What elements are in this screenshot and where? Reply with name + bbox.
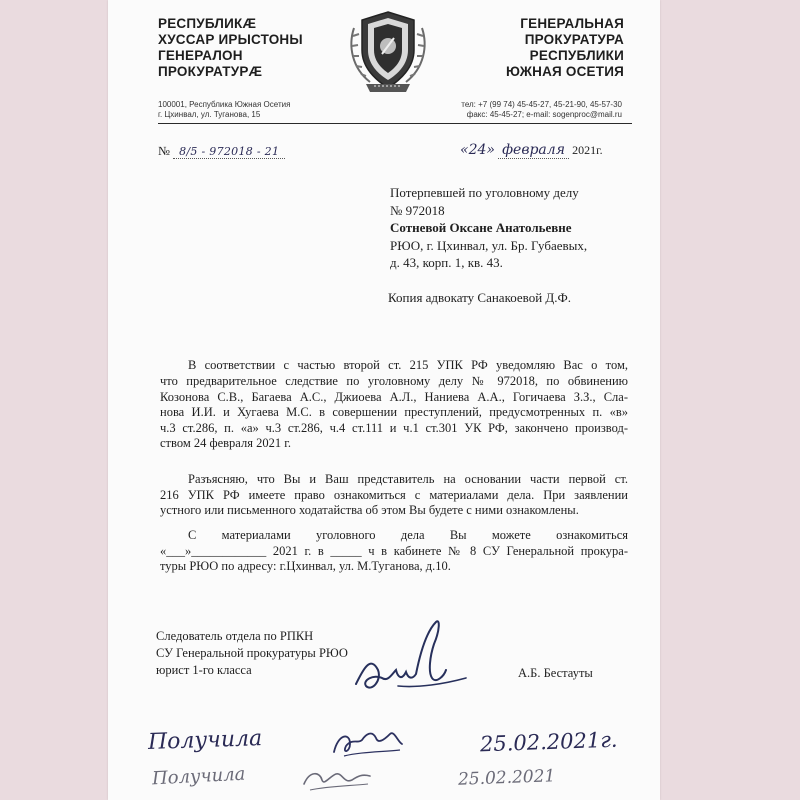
body-line: Разъясняю, что Вы и Ваш представитель на основании части первой ст. bbox=[188, 472, 628, 486]
addressee-line: № 972018 bbox=[390, 202, 445, 218]
header-divider bbox=[158, 123, 632, 124]
header-right-line: ГЕНЕРАЛЬНАЯ bbox=[520, 16, 624, 31]
address-line: 100001, Республика Южная Осетия bbox=[158, 100, 291, 109]
date-month: февраля bbox=[498, 142, 569, 159]
body-line: ч.3 ст.286, п. «а» ч.3 ст.286, ч.4 ст.111 и ч.1 ст.301 УК РФ, закончено производ- bbox=[160, 420, 628, 435]
handwritten-date-2: 25.02.2021 bbox=[457, 766, 556, 790]
body-line: В соответствии с частью второй ст. 215 УПК РФ уведомляю Вас о том, bbox=[188, 358, 628, 372]
body-paragraph-3 bbox=[160, 528, 628, 575]
body-line: что предварительное следствие по уголовному делу № 972018, по обвинению bbox=[160, 374, 628, 388]
body-paragraph-2 bbox=[160, 472, 628, 519]
document-number bbox=[158, 144, 285, 159]
body-line: Козонова С.В., Багаева А.С., Джиоева А.Л., Наниева А.А., Гогичаева З.З., Сла- bbox=[160, 389, 628, 404]
signature-mark bbox=[348, 614, 478, 709]
handwritten-received-1: Получила bbox=[147, 726, 263, 755]
header-left-title bbox=[158, 16, 303, 80]
body-line: ством 24 февраля 2021 г. bbox=[160, 436, 292, 451]
signature-block bbox=[156, 628, 348, 679]
handwritten-signature-2 bbox=[298, 760, 378, 799]
date-year: 2021г. bbox=[572, 143, 603, 157]
number-prefix: № bbox=[158, 144, 170, 158]
address-line: г. Цхинвал, ул. Туганова, 15 bbox=[158, 110, 261, 119]
body-paragraph-1-cont bbox=[160, 374, 628, 452]
signer-rank: юрист 1-го класса bbox=[156, 663, 252, 677]
body-line: туры РЮО по адресу: г.Цхинвал, ул. М.Туганова, д.10. bbox=[160, 559, 451, 574]
addressee-line: РЮО, г. Цхинвал, ул. Бр. Губаевых, bbox=[390, 237, 588, 253]
signer-position: Следователь отдела по РПКН bbox=[156, 629, 314, 643]
header-left-line: ХУССАР ИРЫСТОНЫ bbox=[158, 32, 303, 47]
header-right-line: ПРОКУРАТУРА bbox=[524, 32, 624, 47]
addressee-name: Сотневой Оксане Анатольевне bbox=[390, 220, 572, 235]
addressee-block bbox=[390, 184, 587, 272]
addressee-line: д. 43, корп. 1, кв. 43. bbox=[390, 255, 503, 270]
contact-line: факс: 45-45-27; e-mail: sogenproc@mail.ru bbox=[466, 110, 622, 119]
header-left-line: ПРОКУРАТУРÆ bbox=[158, 64, 263, 79]
header-left-line: РЕСПУБЛИКÆ bbox=[158, 16, 257, 31]
header-right-contacts bbox=[461, 100, 622, 120]
header-right-line: РЕСПУБЛИКИ bbox=[529, 48, 624, 63]
date-day: «24» bbox=[460, 142, 495, 158]
body-line: С материалами уголовного дела Вы можете ознакомиться bbox=[188, 528, 628, 542]
contact-line: тел: +7 (99 74) 45-45-27, 45-21-90, 45-57-30 bbox=[461, 100, 622, 109]
handwritten-date-1: 25.02.2021г. bbox=[479, 727, 618, 757]
addressee-line: Потерпевшей по уголовному делу bbox=[390, 185, 579, 200]
header-left-address bbox=[158, 100, 290, 120]
body-line: «___»____________ 2021 г. в _____ ч в кабинете № 8 СУ Генеральной прокура- bbox=[160, 543, 628, 558]
document-page bbox=[108, 0, 660, 800]
body-paragraph-1 bbox=[174, 358, 628, 374]
document-date bbox=[460, 142, 603, 158]
number-handwritten: 8/5 - 972018 - 21 bbox=[173, 145, 285, 159]
signer-name: А.Б. Бестауты bbox=[518, 666, 593, 680]
handwritten-received-2: Получила bbox=[151, 763, 246, 790]
signer-department: СУ Генеральной прокуратуры РЮО bbox=[156, 646, 348, 660]
body-line: устного или письменного ходатайства об этом Вы будете с ними ознакомлены. bbox=[160, 503, 579, 518]
header-left-line: ГЕНЕРАЛОН bbox=[158, 48, 243, 63]
header-right-title bbox=[506, 16, 624, 80]
header-right-line: ЮЖНАЯ ОСЕТИЯ bbox=[505, 64, 624, 79]
copy-line: Копия адвокату Санакоевой Д.Ф. bbox=[388, 290, 572, 305]
emblem-icon bbox=[344, 6, 432, 98]
body-line: нова И.И. и Хугаева М.С. в совершении преступлений, предусмотренных п. «в» bbox=[160, 405, 628, 420]
body-line: 216 УПК РФ имеете право ознакомиться с материалами дела. При заявлении bbox=[160, 487, 628, 502]
